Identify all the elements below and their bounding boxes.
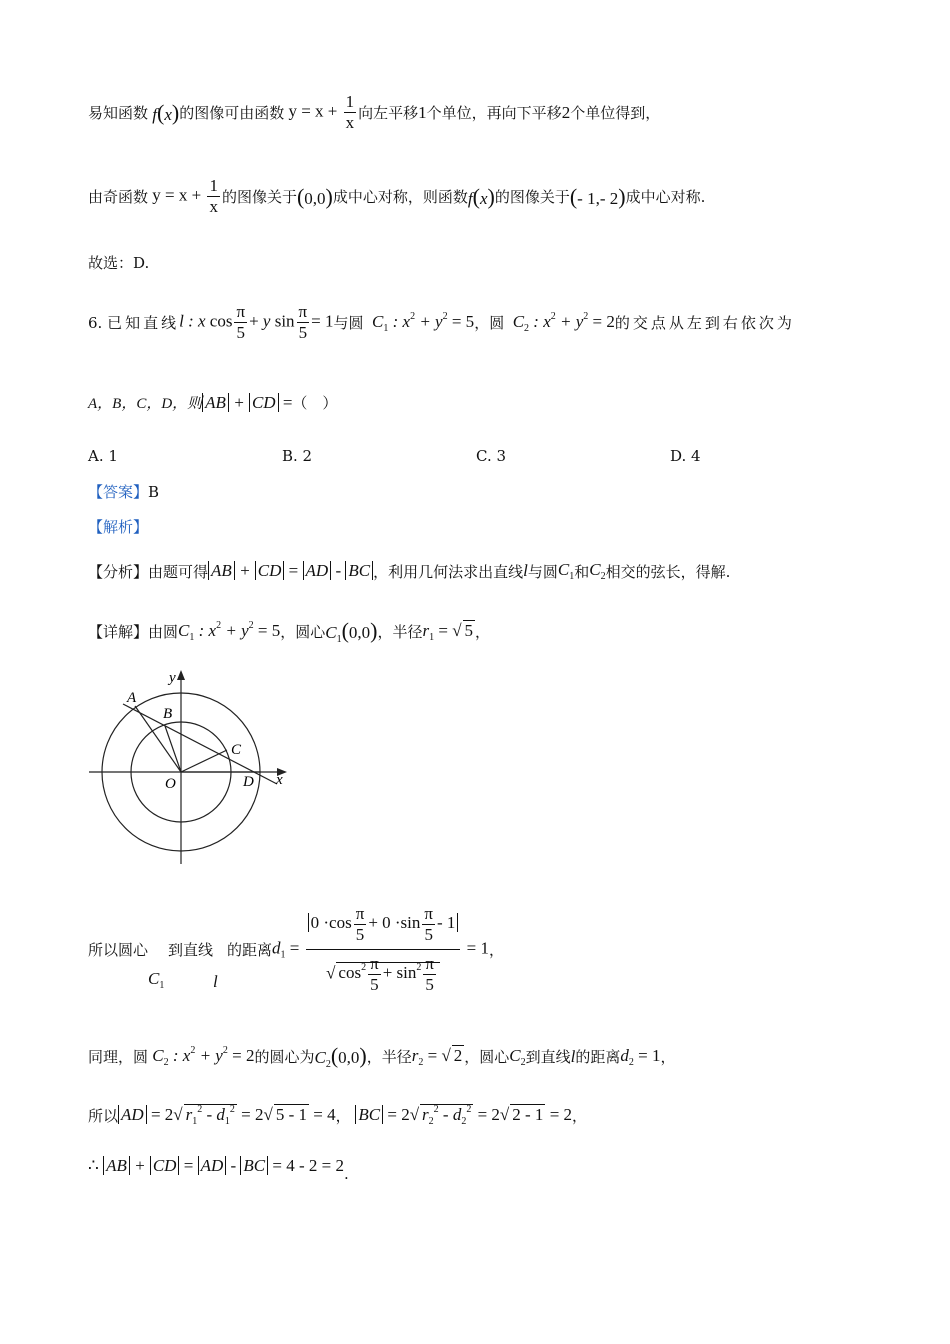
number: 1 [418, 102, 427, 122]
text: 和 [574, 562, 590, 581]
text: 成中心对称. [625, 188, 706, 206]
text: ，圆心 [280, 623, 326, 641]
math-l: l [523, 561, 528, 580]
text-line-3 [88, 252, 149, 273]
text: 的图像可由函数 [179, 104, 285, 122]
option-b: B. 2 [282, 447, 313, 465]
label-d: D [243, 774, 254, 790]
question-6-line-1 [88, 302, 795, 343]
math-r2: $r_2$ = √ 2 [411, 1045, 463, 1068]
math-y-x-1x: y = x + $\frac{1}{x}$ [148, 176, 218, 216]
math-point-m1m2: (- 1,- 2) [569, 183, 626, 209]
label-a: A [127, 690, 137, 706]
text: 由奇函数 [88, 188, 149, 206]
text: 故选：D. [88, 254, 150, 272]
math-l: l [213, 971, 218, 991]
math-ad: AD = 2√ $r_1^2 - d_1^2 = 2√$ 5 - 1 = 4 [118, 1104, 336, 1127]
text: ， [489, 941, 505, 959]
analysis-line [88, 516, 148, 537]
text: 向左平移 [358, 104, 419, 122]
circle-diagram [85, 668, 295, 868]
text: 个单位得到， [570, 104, 661, 122]
text: 的图像关于 [494, 188, 570, 206]
text: 易知函数 [88, 104, 149, 122]
text: 所以 [88, 1107, 119, 1125]
answer-tag: 【答案】 [88, 483, 149, 501]
xiangjie-line [88, 618, 490, 645]
text: ， [660, 1048, 676, 1066]
text: 的图像关于 [221, 188, 297, 206]
math-circle-c2: $C_2$ : $x^2 + y^2 = 2$ [504, 311, 615, 334]
text: ，圆 [474, 314, 505, 332]
math-circle-c1: $C_1$ : $x^2 + y^2 = 5$ [178, 620, 281, 643]
text: A，B，C，D，则 [88, 396, 203, 412]
text: 相交的弦长，得解. [605, 562, 731, 581]
text: 与圆 [333, 314, 364, 332]
text: ，利用几何法求出直线 [373, 562, 524, 581]
math-bc: BC = 2√ $r_2^2 - d_2^2 = 2√$ 2 - 1 = 2 [355, 1104, 572, 1127]
math-c2: $C_2$ [509, 1045, 526, 1068]
math-c1-center: $C_1(0,0)$ [325, 618, 378, 645]
y-arrow [177, 670, 185, 680]
math-d2: $d_2 = 1$ [620, 1045, 661, 1068]
text: （ ） [292, 394, 338, 412]
math-fx: f(x) [148, 99, 180, 125]
math-l: l [570, 1046, 576, 1066]
analysis-tag: 【解析】 [88, 518, 149, 536]
text-line-1 [88, 92, 660, 133]
xiangjie-tag: 【详解】 [88, 623, 149, 641]
question-6-line-2 [88, 392, 337, 413]
math-final: AB + CD = AD - BC = 4 - 2 = 2 [99, 1156, 344, 1176]
text: 所以圆心 [88, 941, 149, 959]
chord-line [88, 1104, 587, 1127]
text: 已知直线 [107, 314, 180, 332]
question-number: 6. [88, 313, 103, 332]
option-c: C. 3 [476, 447, 507, 465]
text: 的交点从左到右依次为 [614, 314, 795, 332]
label-b: B [163, 706, 173, 722]
label-c: C [231, 742, 242, 758]
text-line-2 [88, 176, 705, 217]
text: ， [572, 1107, 588, 1125]
number: 2 [561, 102, 571, 122]
fenxi-line [88, 560, 730, 582]
math-fx: f(x) [467, 183, 495, 209]
text: 的距离 [227, 941, 273, 959]
text: ，半径 [377, 623, 423, 641]
fenxi-tag: 【分析】 [88, 562, 149, 581]
label-x: x [276, 772, 283, 788]
tongli-line [88, 1043, 676, 1070]
text: ， [475, 623, 491, 641]
label-y: y [169, 670, 176, 686]
text: ，半径 [366, 1048, 412, 1066]
text: 由题可得 [148, 562, 209, 581]
text: . [343, 1165, 349, 1183]
final-line [88, 1156, 349, 1183]
math-circle-c2: $C_2$ : $x^2 + y^2 = 2$ [148, 1045, 255, 1068]
math-r1: $r_1$ = √ 5 [422, 620, 474, 643]
math-point-00: (0,0) [296, 183, 333, 209]
math-c1: $C_1$ [557, 560, 575, 582]
math-circle-c1: $C_1$ : $x^2 + y^2 = 5$ [363, 311, 475, 334]
answer-value: B [148, 482, 160, 501]
math-d1-formula: $d_1$ = 0 ·cos $\frac{\pi}{5}$ + 0 ·sin $\frac{\pi}{5}$ - 1 √ $\cos^2$ $\frac{\pi}{5}$ + $\sin^2$ $\frac{\pi}{5}$ = 1 [272, 900, 489, 999]
math-ab-cd: AB + CD = [202, 393, 292, 413]
text: 同理，圆 [88, 1048, 149, 1066]
text: 与圆 [527, 562, 558, 581]
math-c2: $C_2$ [589, 560, 606, 582]
text: 到直线 [525, 1048, 571, 1066]
text: ， [335, 1107, 351, 1125]
label-o: O [165, 776, 176, 792]
option-a: A. 1 [88, 447, 118, 465]
text: 的距离 [575, 1048, 621, 1066]
answer-line [88, 481, 159, 502]
math-y-x-1x: y = x + $\frac{1}{x}$ [284, 92, 355, 132]
distance-line [88, 900, 504, 999]
text: 到直线 [168, 941, 214, 959]
text: 个单位，再向下平移 [426, 104, 562, 122]
text: 成中心对称，则函数 [332, 188, 468, 206]
text: 由圆 [148, 623, 179, 641]
segment-oc [181, 750, 227, 772]
text: ，圆心 [464, 1048, 510, 1066]
math-c1: $C_1$ [148, 968, 165, 991]
math-ab-cd-ad-bc: AB + CD = AD - BC [208, 561, 373, 581]
math-c2-center: $C_2(0,0)$ [314, 1043, 367, 1070]
option-d: D. 4 [670, 447, 701, 465]
text: 的圆心为 [254, 1048, 315, 1066]
segment-oa [135, 706, 181, 772]
therefore-symbol: ∴ [88, 1156, 99, 1175]
math-line-l: l : x cos $\frac{\pi}{5}$ + y sin $\frac{\pi}{5}$ = 1 [179, 302, 334, 342]
